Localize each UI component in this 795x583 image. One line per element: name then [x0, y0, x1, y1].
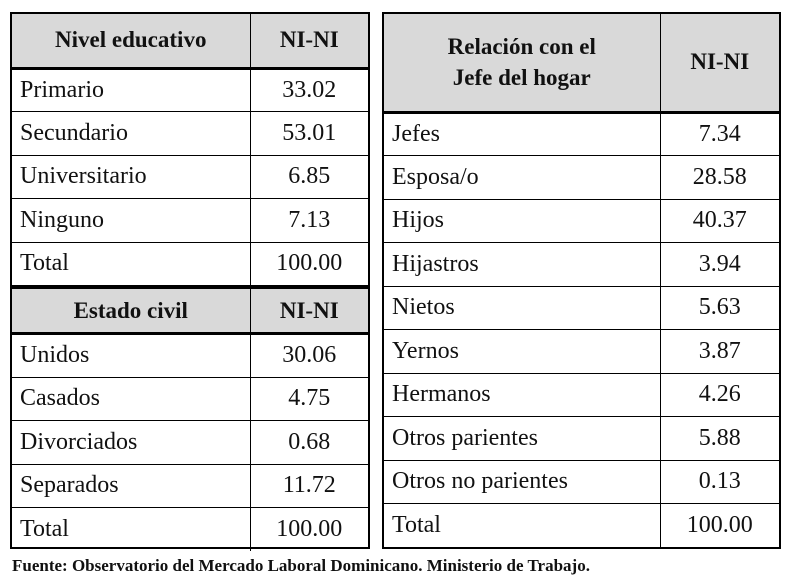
row-label: Secundario: [12, 112, 250, 156]
relation-header-row: [384, 14, 779, 112]
relation-header-line2: Jefe del hogar: [452, 65, 591, 91]
row-label: Total: [384, 504, 660, 548]
row-label: Yernos: [384, 330, 660, 374]
table-row: [12, 199, 368, 243]
education-header-value: NI-NI: [250, 14, 368, 68]
row-label: Jefes: [384, 112, 660, 156]
marital-status-table: [12, 286, 368, 551]
table-row: [12, 334, 368, 378]
table-row: [384, 156, 779, 200]
table-row: [384, 460, 779, 504]
row-value: 53.01: [250, 112, 368, 156]
marital-header-value: NI-NI: [250, 288, 368, 334]
table-row: [384, 243, 779, 287]
education-level-table: [12, 14, 368, 286]
row-label: Ninguno: [12, 199, 250, 243]
row-label: Universitario: [12, 155, 250, 199]
row-value: 40.37: [660, 199, 779, 243]
row-value: 5.88: [660, 417, 779, 461]
table-row-total: [384, 504, 779, 548]
table-row-total: [12, 508, 368, 552]
household-relation-table: [384, 14, 779, 547]
row-label: Total: [12, 242, 250, 286]
row-value: 11.72: [250, 464, 368, 508]
table-row: [12, 155, 368, 199]
row-value: 28.58: [660, 156, 779, 200]
row-value: 3.87: [660, 330, 779, 374]
table-row: [12, 464, 368, 508]
row-label: Otros parientes: [384, 417, 660, 461]
relation-header-label: [384, 14, 660, 112]
marital-header-label: Estado civil: [12, 288, 250, 334]
row-value: 100.00: [250, 508, 368, 552]
table-row: [384, 417, 779, 461]
row-label: Separados: [12, 464, 250, 508]
relation-header-line1: Relación con el: [447, 34, 596, 60]
row-value: 4.75: [250, 377, 368, 421]
table-row: [12, 112, 368, 156]
row-label: Casados: [12, 377, 250, 421]
table-row-total: [12, 242, 368, 286]
marital-header-row: [12, 288, 368, 334]
row-value: 4.26: [660, 373, 779, 417]
row-label: Divorciados: [12, 421, 250, 465]
relation-header-value: NI-NI: [660, 14, 779, 112]
row-value: 33.02: [250, 68, 368, 112]
row-value: 100.00: [660, 504, 779, 548]
row-label: Otros no parientes: [384, 460, 660, 504]
row-value: 7.34: [660, 112, 779, 156]
left-panel: [10, 12, 370, 549]
education-header-row: [12, 14, 368, 68]
row-value: 0.68: [250, 421, 368, 465]
table-row: [12, 377, 368, 421]
education-header-label: Nivel educativo: [12, 14, 250, 68]
row-value: 30.06: [250, 334, 368, 378]
row-label: Hijastros: [384, 243, 660, 287]
table-row: [384, 286, 779, 330]
row-value: 5.63: [660, 286, 779, 330]
table-row: [12, 421, 368, 465]
row-value: 0.13: [660, 460, 779, 504]
table-row: [384, 373, 779, 417]
source-note: Fuente: Observatorio del Mercado Laboral Dominicano. Ministerio de Trabajo.: [12, 556, 590, 575]
row-value: 100.00: [250, 242, 368, 286]
table-row: [384, 330, 779, 374]
row-label: Hermanos: [384, 373, 660, 417]
row-value: 3.94: [660, 243, 779, 287]
table-row: [384, 199, 779, 243]
row-label: Total: [12, 508, 250, 552]
row-label: Nietos: [384, 286, 660, 330]
row-label: Primario: [12, 68, 250, 112]
row-label: Unidos: [12, 334, 250, 378]
right-panel: [382, 12, 781, 549]
row-label: Hijos: [384, 199, 660, 243]
row-label: Esposa/o: [384, 156, 660, 200]
row-value: 6.85: [250, 155, 368, 199]
row-value: 7.13: [250, 199, 368, 243]
table-row: [12, 68, 368, 112]
table-row: [384, 112, 779, 156]
